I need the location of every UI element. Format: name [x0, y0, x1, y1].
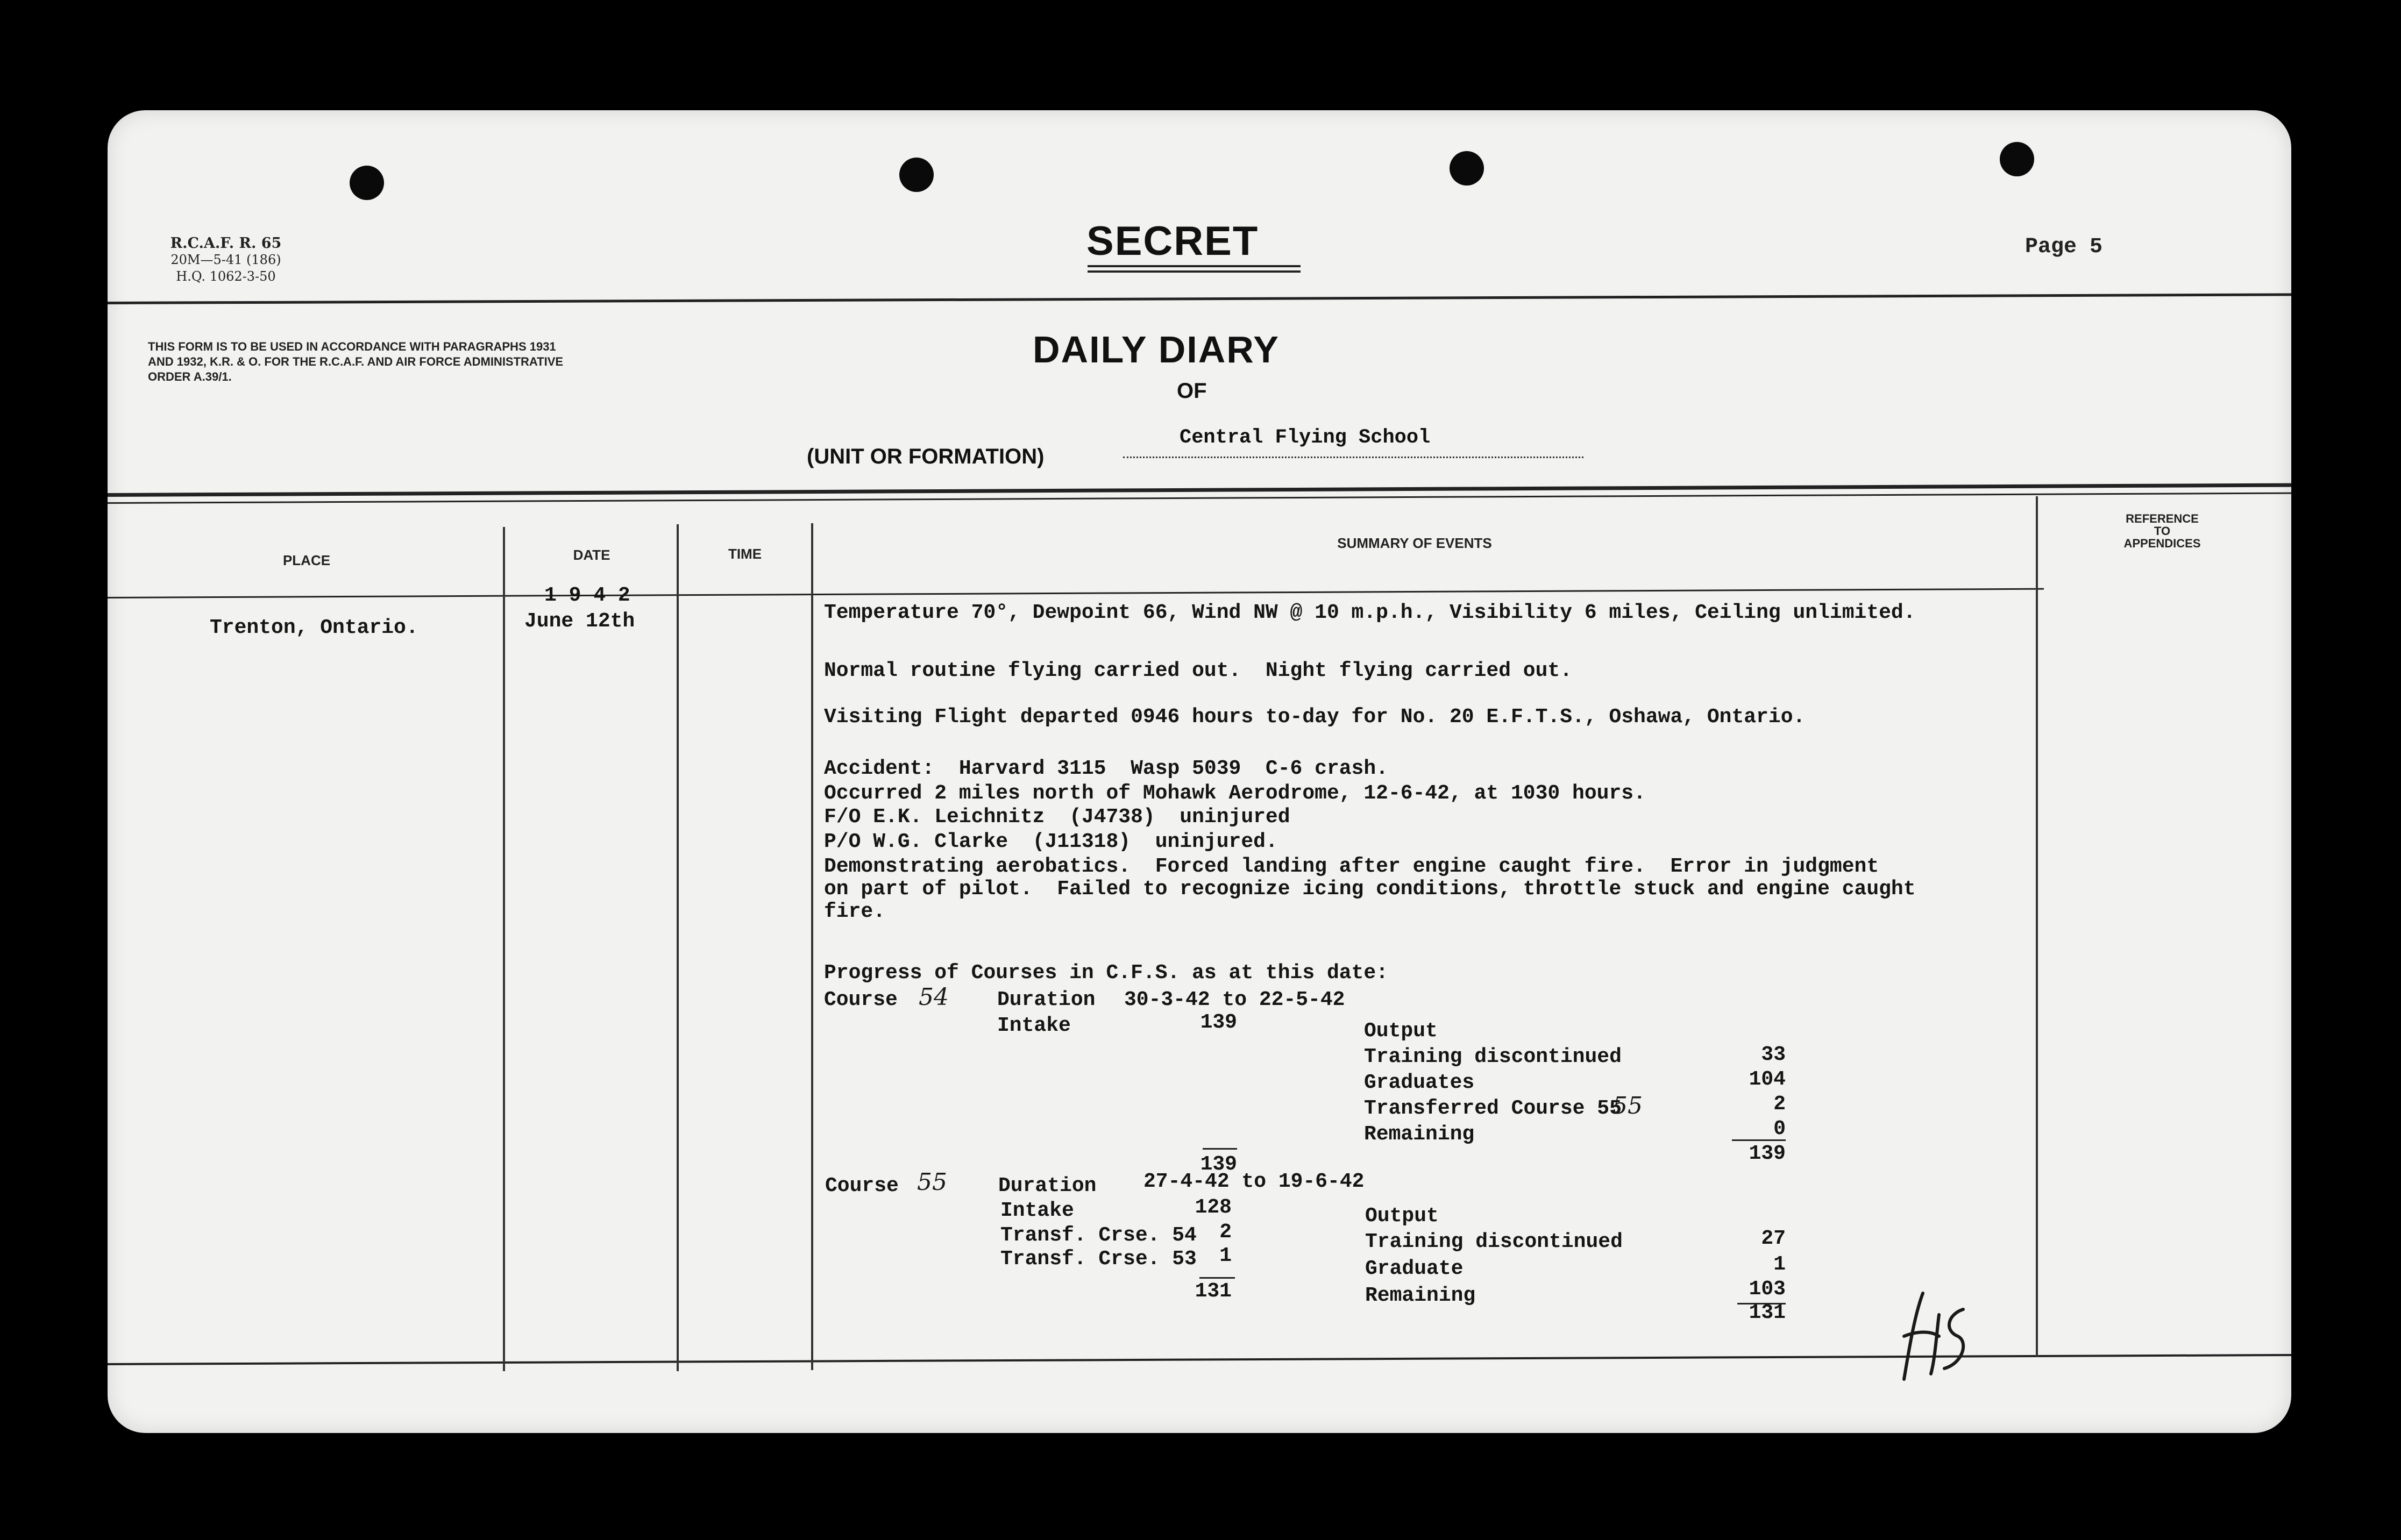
- form-id-line: 20M—5-41 (186): [171, 252, 281, 267]
- accident-line: P/O W.G. Clarke (J11318) uninjured.: [824, 830, 1278, 853]
- title-of: OF: [1177, 379, 1207, 403]
- output-row-value: 33: [1761, 1043, 1786, 1066]
- punch-hole: [350, 166, 384, 200]
- accident-line: Demonstrating aerobatics. Forced landing after engine caught fire. Error in judgment: [824, 855, 1879, 878]
- output-row-value: 1: [1773, 1253, 1786, 1276]
- output-row-value: 0: [1773, 1117, 1786, 1140]
- accident-line: fire.: [824, 900, 886, 923]
- page-number: Page 5: [2025, 235, 2103, 259]
- intake-row-label: Transf. Crse. 53: [1000, 1247, 1197, 1271]
- column-header-reference: [2055, 512, 2270, 550]
- course-label: Course: [825, 1174, 899, 1197]
- output-row-label: Transferred Course 55: [1364, 1097, 1622, 1120]
- handwritten-initials: [1893, 1282, 1974, 1385]
- form-id: [140, 235, 312, 285]
- total-rule: [1203, 1148, 1237, 1150]
- course-number: 55: [917, 1168, 947, 1196]
- intake-label: Intake: [997, 1014, 1071, 1037]
- classification-underline: [1088, 265, 1301, 267]
- output-row-label: Remaining: [1365, 1284, 1476, 1307]
- output-row-label: Graduates: [1364, 1071, 1475, 1094]
- output-row-label: Graduate: [1365, 1257, 1464, 1280]
- column-divider: [2036, 496, 2038, 1357]
- output-row-label: Remaining: [1364, 1123, 1475, 1146]
- form-instructions: THIS FORM IS TO BE USED IN ACCORDANCE WITH PARAGRAPHS 1931 AND 1932, K.R. & O. FOR THE R.C.A.F. AND AIR FORCE ADMINISTRATIVE ORDER A.39/1.: [148, 340, 564, 383]
- intake-row-label: Transf. Crse. 54: [1000, 1224, 1197, 1247]
- intake-value: 139: [1200, 1011, 1237, 1034]
- column-header-time: TIME: [728, 546, 762, 562]
- header-rule: [108, 293, 2291, 304]
- punch-hole: [2000, 142, 2034, 176]
- diary-page: [108, 110, 2291, 1433]
- accident-line: Occurred 2 miles north of Mohawk Aerodrome, 12-6-42, at 1030 hours.: [824, 782, 1646, 805]
- intake-row-label: Intake: [1000, 1199, 1074, 1222]
- reference-line: REFERENCE: [2126, 512, 2199, 525]
- total-rule: [1199, 1277, 1235, 1279]
- reference-line: TO: [2154, 524, 2171, 538]
- intake-total: 131: [1195, 1280, 1232, 1303]
- column-header-place: PLACE: [282, 552, 331, 568]
- output-row-value: 104: [1749, 1068, 1786, 1091]
- routine-line: Normal routine flying carried out. Night flying carried out.: [824, 659, 1573, 682]
- punch-hole: [1450, 151, 1484, 186]
- form-id-line: H.Q. 1062-3-50: [176, 269, 276, 284]
- course-number: 54: [919, 983, 949, 1011]
- form-id-line: R.C.A.F. R. 65: [170, 235, 282, 252]
- reference-line: APPENDICES: [2123, 537, 2201, 550]
- column-header-date: DATE: [573, 547, 610, 563]
- output-row-label: Training discontinued: [1365, 1230, 1623, 1253]
- place-value: Trenton, Ontario.: [210, 616, 418, 639]
- accident-line: F/O E.K. Leichnitz (J4738) uninjured: [824, 805, 1290, 829]
- course-label: Course: [824, 988, 898, 1011]
- progress-heading: Progress of Courses in C.F.S. as at this date:: [824, 961, 1388, 985]
- output-row-value: 2: [1773, 1093, 1786, 1116]
- column-divider: [811, 523, 813, 1370]
- accident-line: Accident: Harvard 3115 Wasp 5039 C-6 crash.: [824, 757, 1388, 780]
- document-title: DAILY DIARY: [1033, 329, 1280, 370]
- output-row-value: 103: [1749, 1278, 1786, 1301]
- output-label: Output: [1364, 1019, 1438, 1043]
- column-divider: [503, 527, 505, 1371]
- classification-underline: [1088, 270, 1301, 273]
- course-number: 55: [1612, 1092, 1643, 1120]
- punch-hole: [899, 158, 934, 192]
- intake-row-value: 2: [1219, 1221, 1232, 1244]
- unit-dotted-line: [1123, 457, 1583, 458]
- unit-value: Central Flying School: [1180, 426, 1431, 449]
- duration-value: 27-4-42 to 19-6-42: [1143, 1170, 1365, 1193]
- output-label: Output: [1365, 1204, 1439, 1228]
- year-value: 1 9 4 2: [544, 584, 630, 607]
- visiting-line: Visiting Flight departed 0946 hours to-day for No. 20 E.F.T.S., Oshawa, Ontario.: [824, 705, 1806, 729]
- output-total: 139: [1749, 1142, 1786, 1165]
- duration-value: 30-3-42 to 22-5-42: [1124, 988, 1345, 1011]
- output-row-label: Training discontinued: [1364, 1045, 1622, 1068]
- output-total: 131: [1749, 1301, 1786, 1324]
- duration-label: Duration: [998, 1174, 1097, 1197]
- column-header-summary: SUMMARY OF EVENTS: [1337, 535, 1492, 551]
- intake-row-value: 128: [1195, 1196, 1232, 1219]
- unit-label: (UNIT OR FORMATION): [807, 445, 1045, 468]
- output-row-value: 27: [1761, 1227, 1786, 1250]
- intake-total: 139: [1200, 1153, 1237, 1176]
- classification-label: SECRET: [1086, 218, 1259, 264]
- total-rule: [1732, 1139, 1786, 1141]
- weather-line: Temperature 70°, Dewpoint 66, Wind NW @ 10 m.p.h., Visibility 6 miles, Ceiling unlimited.: [824, 601, 1916, 624]
- column-divider: [677, 524, 679, 1371]
- accident-line: on part of pilot. Failed to recognize icing conditions, throttle stuck and engine caught: [824, 878, 1916, 901]
- intake-row-value: 1: [1219, 1244, 1232, 1267]
- duration-label: Duration: [997, 988, 1096, 1011]
- date-value: June 12th: [524, 610, 635, 633]
- column-header-rule: [108, 588, 2044, 598]
